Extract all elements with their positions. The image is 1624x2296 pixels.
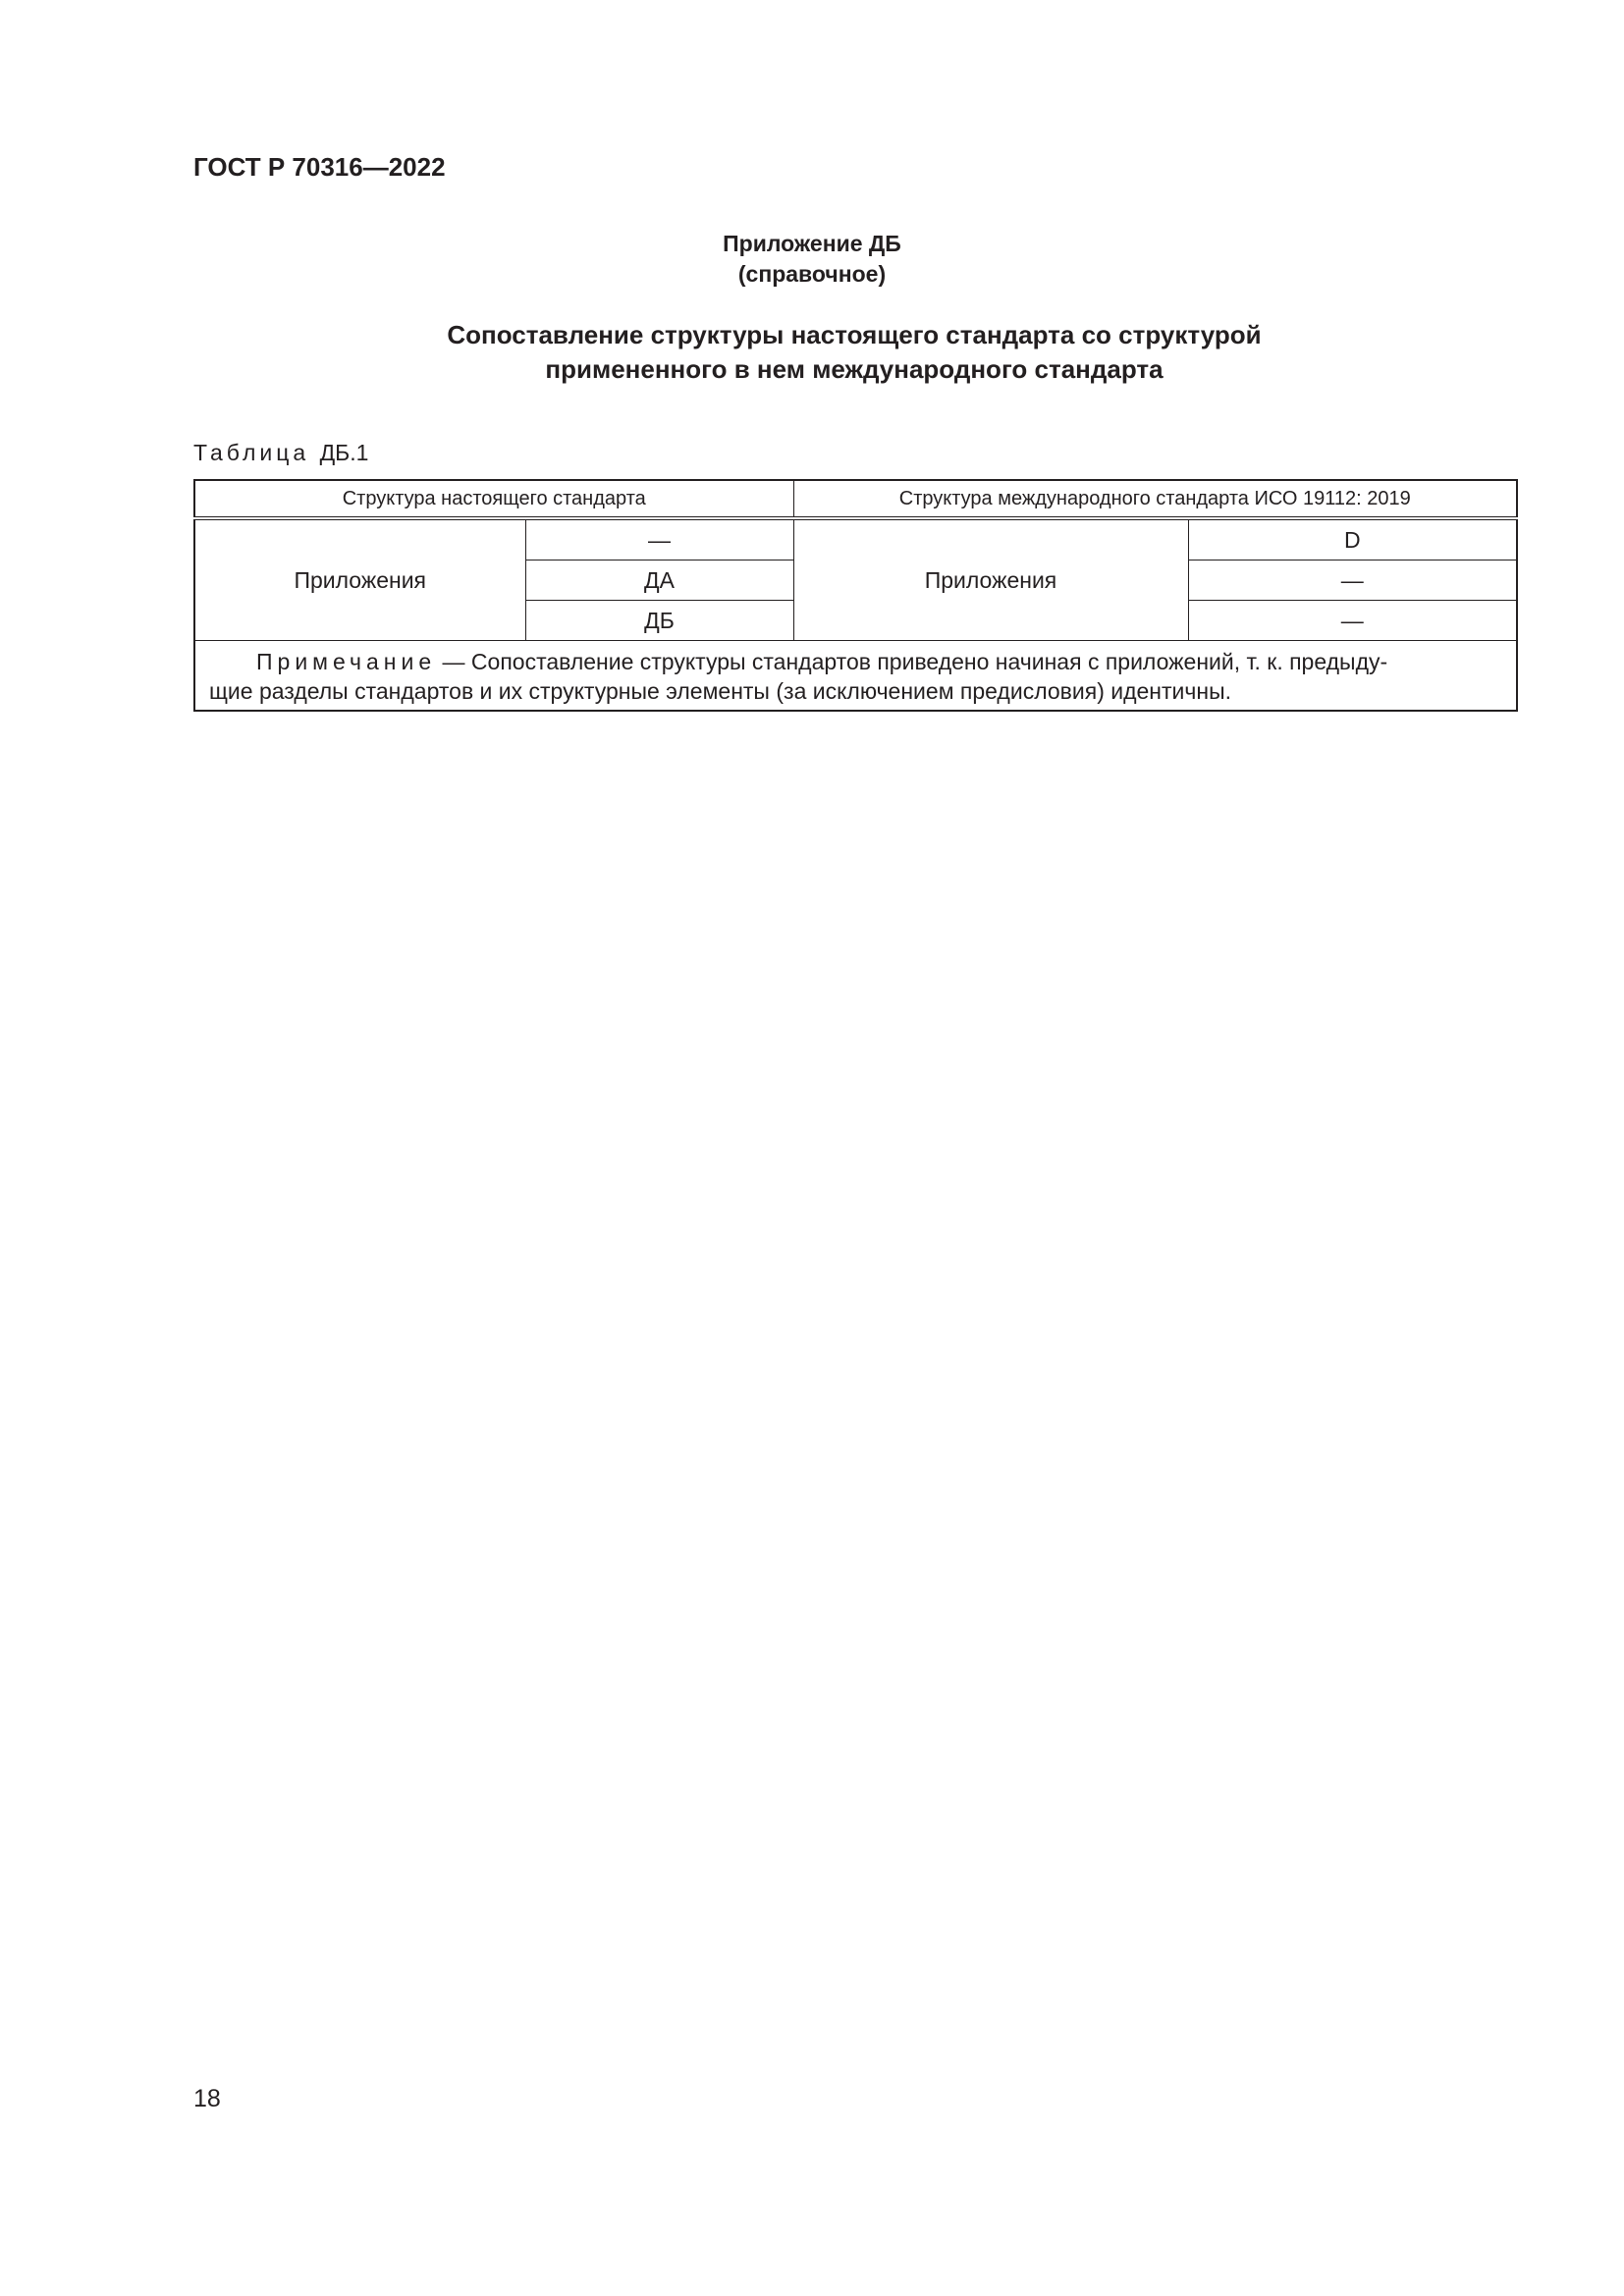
annex-heading-line-2: примененного в нем международного стандарта xyxy=(545,354,1164,384)
structure-comparison-table xyxy=(193,479,1518,712)
table-note-row xyxy=(194,641,1517,712)
note-text-line-1: — Сопоставление структуры стандартов приведено начиная с приложений, т. к. предыду- xyxy=(436,649,1388,674)
table-header-row xyxy=(194,480,1517,518)
left-item: ДА xyxy=(525,561,793,601)
left-item: ДБ xyxy=(525,601,793,641)
annex-heading-line-1: Сопоставление структуры настоящего стандарта со структурой xyxy=(447,320,1262,349)
table-caption xyxy=(193,440,368,466)
annex-title: Приложение ДБ xyxy=(723,231,901,256)
left-group-label: Приложения xyxy=(194,518,525,641)
table-caption-label: Таблица xyxy=(193,440,310,465)
table-caption-number: ДБ.1 xyxy=(319,440,369,465)
header-this-standard: Структура настоящего стандарта xyxy=(194,480,793,518)
header-international-standard: Структура международного стандарта ИСО 19112: 2019 xyxy=(793,480,1517,518)
document-code: ГОСТ Р 70316—2022 xyxy=(193,152,446,182)
annex-heading xyxy=(0,318,1624,387)
annex-status: (справочное) xyxy=(737,261,887,287)
right-group-label: Приложения xyxy=(793,518,1188,641)
right-item: D xyxy=(1188,518,1517,561)
note-label: Примечание xyxy=(256,649,437,674)
right-item: — xyxy=(1188,561,1517,601)
page-number: 18 xyxy=(193,2085,221,2112)
right-item: — xyxy=(1188,601,1517,641)
left-item: — xyxy=(525,518,793,561)
table-row xyxy=(194,518,1517,561)
annex-title-block xyxy=(0,229,1624,290)
note-text-line-2: щие разделы стандартов и их структурные элементы (за исключением предисловия) идентичны. xyxy=(209,678,1231,704)
table-note xyxy=(194,641,1517,712)
